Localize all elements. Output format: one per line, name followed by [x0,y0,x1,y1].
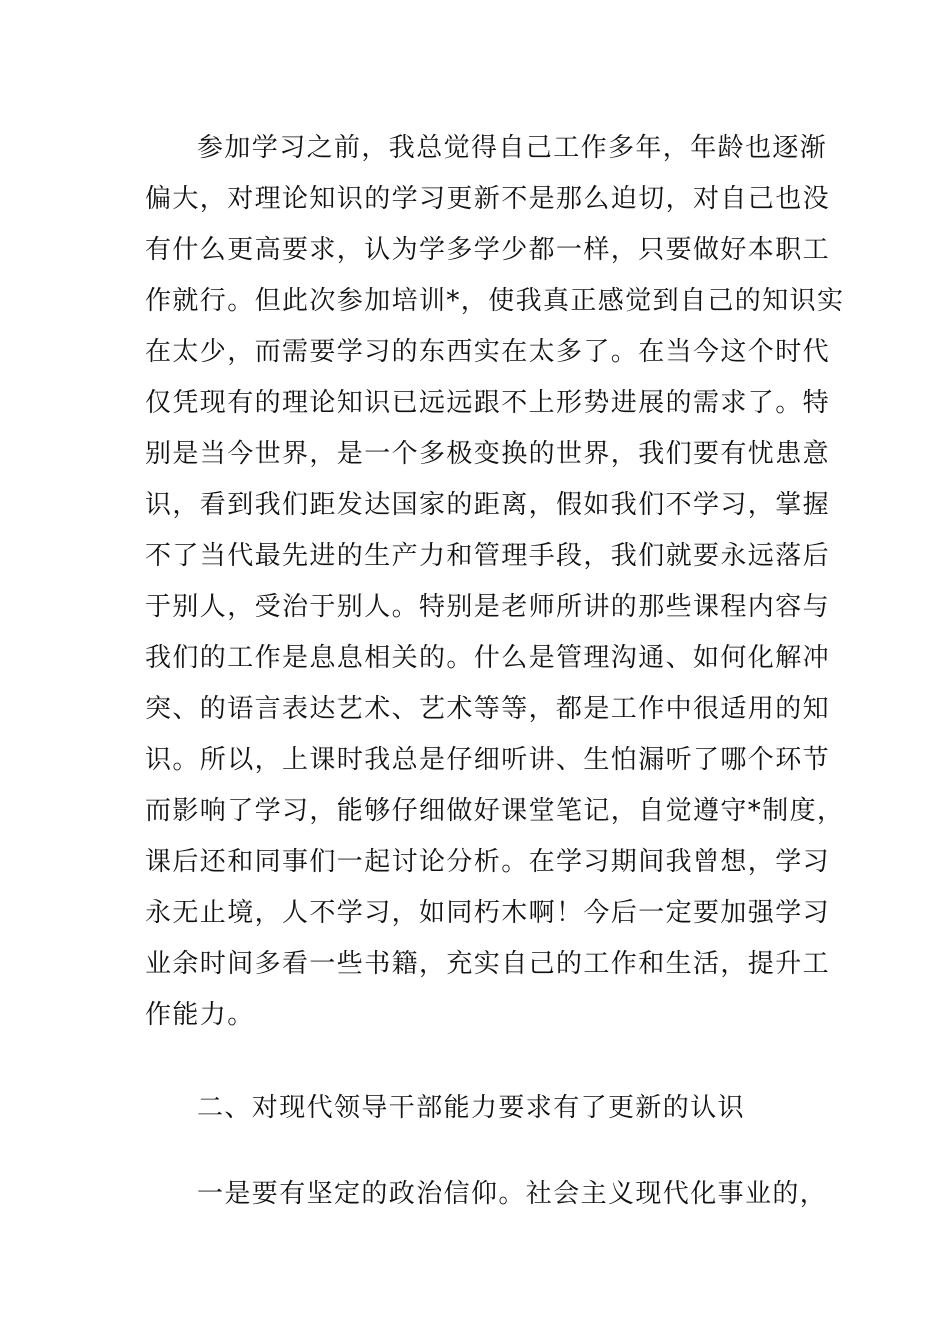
paragraph-line: 在太少，而需要学习的东西实在太多了。在当今这个时代 [145,337,831,367]
paragraph-line: 业余时间多看一些书籍，充实自己的工作和生活，提升工 [145,949,831,979]
paragraph-line: 参加学习之前，我总觉得自己工作多年，年龄也逐渐 [197,133,828,163]
paragraph-line: 于别人，受治于别人。特别是老师所讲的那些课程内容与 [145,592,831,622]
paragraph-line: 永无止境，人不学习，如同朽木啊！今后一定要加强学习 [145,898,831,928]
paragraph-line: 作能力。 [145,1000,255,1030]
paragraph-line: 别是当今世界，是一个多极变换的世界，我们要有忧患意 [145,439,831,469]
paragraph-line: 作就行。但此次参加培训*，使我真正感觉到自己的知识实 [145,286,845,316]
paragraph-line: 一是要有坚定的政治信仰。社会主义现代化事业的， [197,1179,828,1209]
paragraph-line: 识。所以，上课时我总是仔细听讲、生怕漏听了哪个环节 [145,745,831,775]
paragraph-line: 不了当代最先进的生产力和管理手段，我们就要永远落后 [145,541,831,571]
paragraph-line: 仅凭现有的理论知识已远远跟不上形势进展的需求了。特 [145,388,831,418]
paragraph-line: 偏大，对理论知识的学习更新不是那么迫切，对自己也没 [145,184,831,214]
section-heading: 二、对现代领导干部能力要求有了更新的认识 [197,1093,746,1123]
paragraph-line: 有什么更高要求，认为学多学少都一样，只要做好本职工 [145,235,831,265]
paragraph-line: 课后还和同事们一起讨论分析。在学习期间我曾想，学习 [145,847,831,877]
paragraph-line: 识，看到我们距发达国家的距离，假如我们不学习，掌握 [145,490,831,520]
paragraph-line: 突、的语言表达艺术、艺术等等，都是工作中很适用的知 [145,694,831,724]
paragraph-line: 而影响了学习，能够仔细做好课堂笔记，自觉遵守*制度， [145,796,845,826]
paragraph-line: 我们的工作是息息相关的。什么是管理沟通、如何化解冲 [145,643,831,673]
